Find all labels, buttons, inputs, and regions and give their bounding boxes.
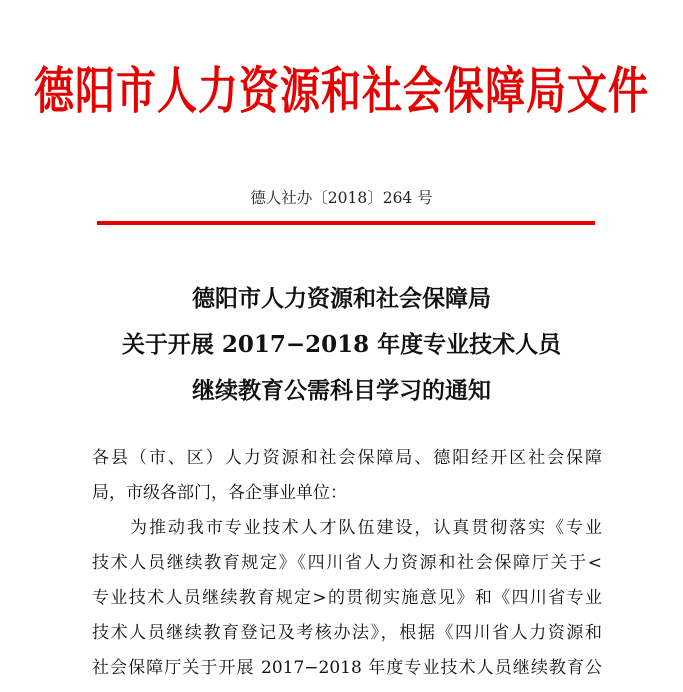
paragraph-line: 专业技术人员继续教育规定>的贯彻实施意见》和《四川省专业 [92, 588, 602, 608]
salutation-line-2: 局，市级各部门，各企事业单位： [92, 483, 347, 503]
paragraph-line: 为推动我市专业技术人才队伍建设，认真贯彻落实《专业 [130, 518, 602, 538]
notice-title-line-2: 关于开展 2017−2018 年度专业技术人员 [121, 331, 562, 358]
notice-title-line-3: 继续教育公需科目学习的通知 [192, 377, 491, 404]
notice-title-line-1: 德阳市人力资源和社会保障局 [192, 285, 491, 312]
document-header-title: 德阳市人力资源和社会保障局文件 [34, 61, 649, 121]
document-number: 德人社办〔2018〕264 号 [250, 189, 433, 207]
salutation-line-1: 各县（市、区）人力资源和社会保障局、德阳经开区社会保障 [92, 448, 602, 468]
paragraph-line: 技术人员继续教育规定》《四川省人力资源和社会保障厅关于< [92, 553, 602, 573]
red-divider-line [97, 221, 595, 225]
paragraph-line: 社会保障厅关于开展 2017−2018 年度专业技术人员继续教育公 [92, 658, 602, 678]
paragraph-line: 技术人员继续教育登记及考核办法》，根据《四川省人力资源和 [92, 623, 602, 643]
